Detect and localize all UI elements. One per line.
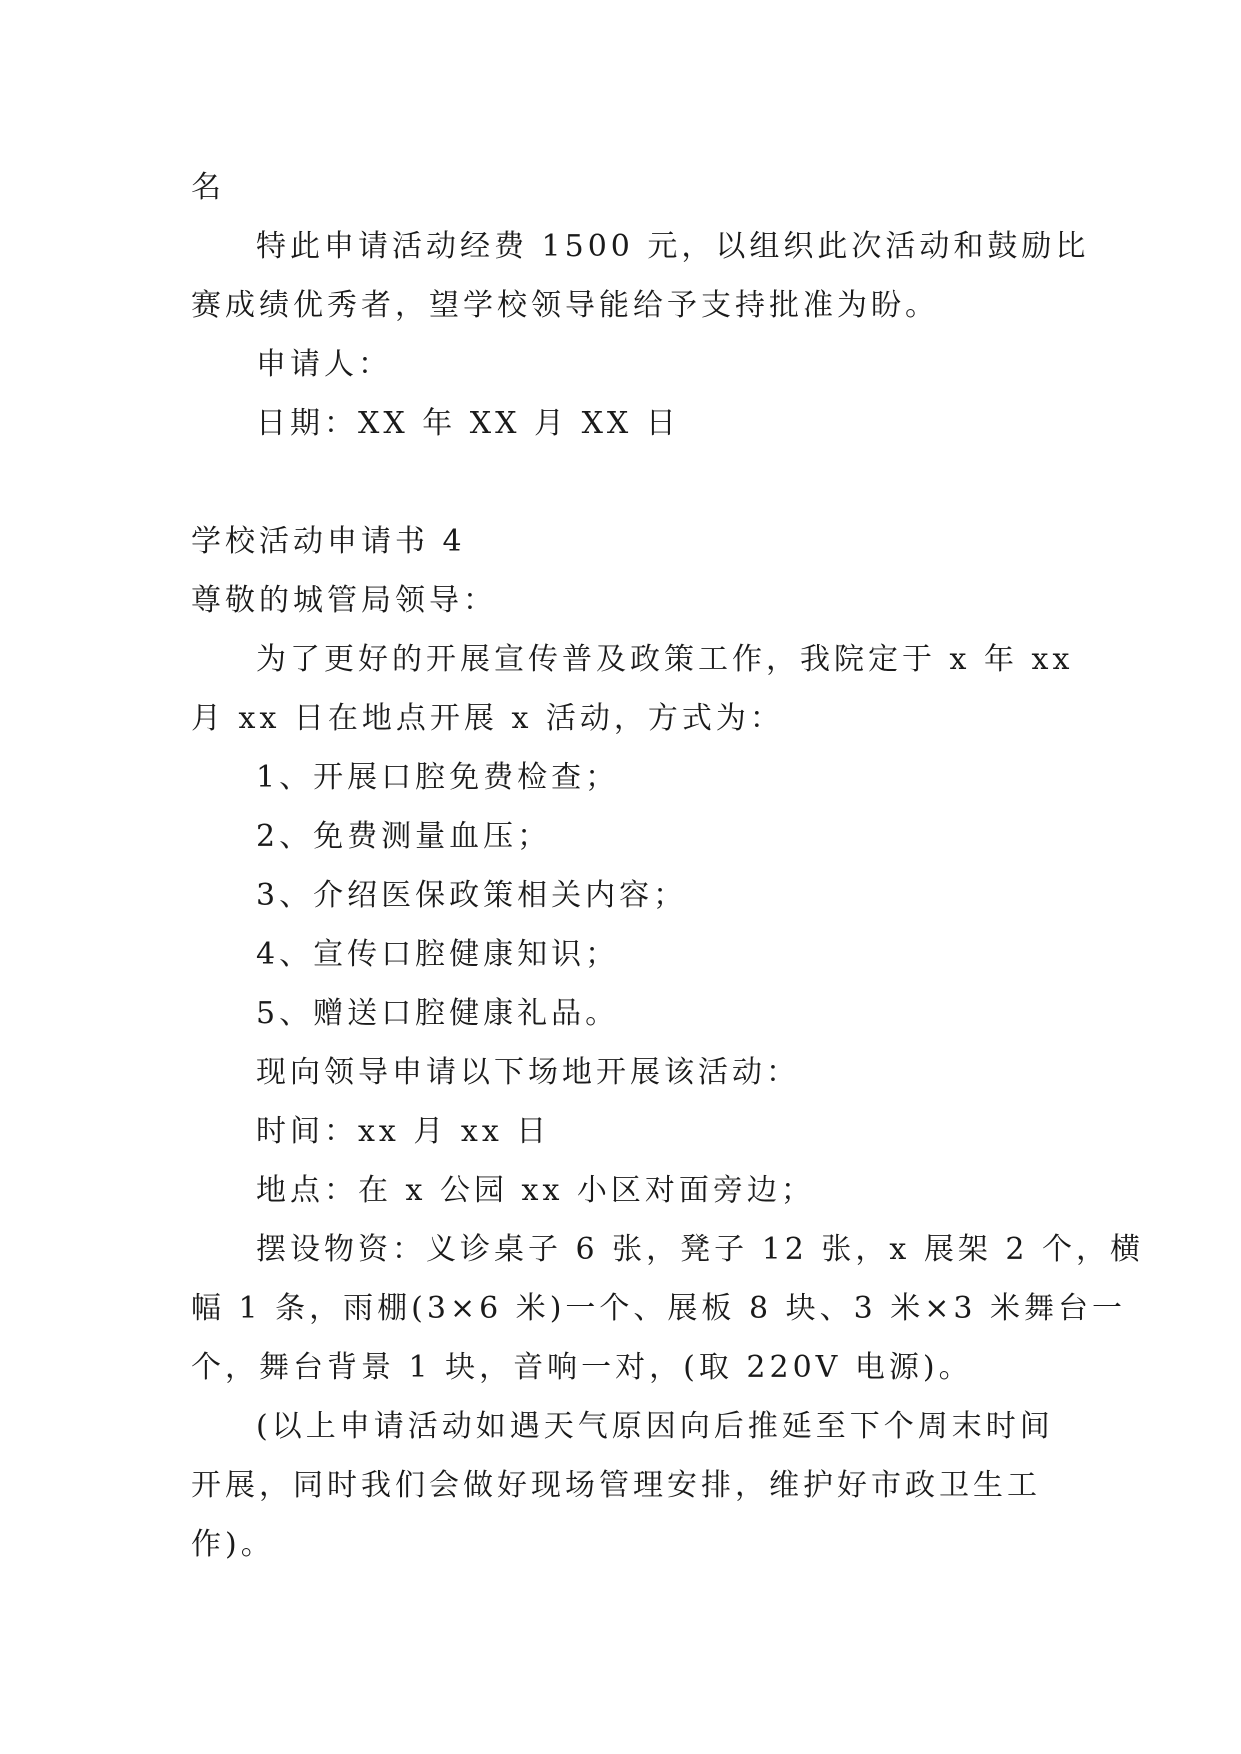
text-line: 为了更好的开展宣传普及政策工作，我院定于 x 年 xx xyxy=(256,642,1074,677)
list-item: 5、赠送口腔健康礼品。 xyxy=(256,996,620,1031)
text-line: 开展，同时我们会做好现场管理安排，维护好市政卫生工 xyxy=(191,1468,1041,1503)
applicant-label: 申请人： xyxy=(256,347,392,382)
section-gap xyxy=(191,453,1061,512)
text-line: 赛成绩优秀者，望学校领导能给予支持批准为盼。 xyxy=(191,288,939,323)
document-body xyxy=(191,158,1145,1574)
list-item: 1、开展口腔免费检查； xyxy=(256,760,620,795)
text-line: 幅 1 条，雨棚(3×6 米)一个、展板 8 块、3 米×3 米舞台一 xyxy=(191,1291,1126,1326)
text-line: 摆设物资：义诊桌子 6 张，凳子 12 张，x 展架 2 个，横 xyxy=(256,1232,1145,1267)
list-item: 3、介绍医保政策相关内容； xyxy=(256,878,688,913)
text-line: 名 xyxy=(191,170,225,205)
text-line: 月 xx 日在地点开展 x 活动，方式为： xyxy=(191,701,784,736)
list-item: 2、免费测量血压； xyxy=(256,819,552,854)
salutation: 尊敬的城管局领导： xyxy=(191,583,497,618)
time-line: 时间：xx 月 xx 日 xyxy=(256,1114,551,1149)
text-line: (以上申请活动如遇天气原因向后推延至下个周末时间 xyxy=(256,1409,1054,1444)
text-line: 特此申请活动经费 1500 元，以组织此次活动和鼓励比 xyxy=(256,229,1090,264)
text-line: 现向领导申请以下场地开展该活动： xyxy=(256,1055,800,1090)
text-line: 作)。 xyxy=(191,1527,275,1562)
date-line: 日期：XX 年 XX 月 XX 日 xyxy=(256,406,680,441)
location-line: 地点：在 x 公园 xx 小区对面旁边； xyxy=(256,1173,815,1208)
list-item: 4、宣传口腔健康知识； xyxy=(256,937,620,972)
section-title: 学校活动申请书 4 xyxy=(191,524,466,559)
text-line: 个，舞台背景 1 块，音响一对，(取 220V 电源)。 xyxy=(191,1350,973,1385)
